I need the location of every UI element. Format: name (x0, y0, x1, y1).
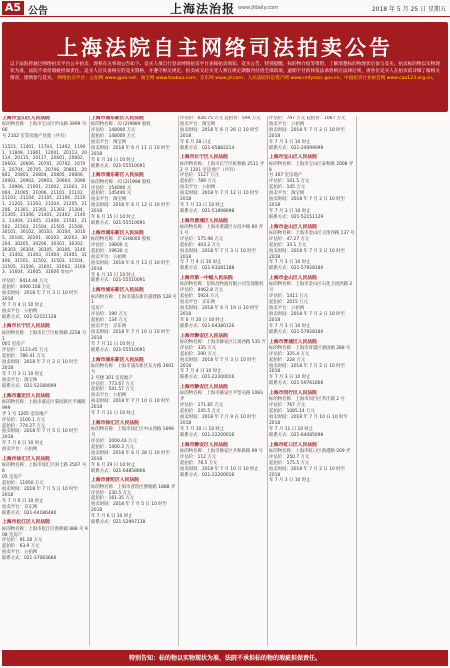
notice-line: 标的物名称：上海市浦东新区东方路 3601 号 (91, 363, 174, 375)
notice-line: 拍卖时间：2018 年 7 月 2 日 10 时至 2018 (269, 363, 346, 375)
notice-line: 联系方式：021-22200016 (180, 432, 235, 438)
notice-line: 起拍价：134 万元 (91, 318, 128, 324)
notice-line: 年 6 月 15 日 10 时止 (91, 272, 136, 278)
auction-notice (2, 394, 88, 453)
notice-line: 标的物名称：上海市黄浦区方浜中路 80 弄 1 号 (180, 225, 264, 236)
auction-listings (2, 116, 448, 646)
notice-line: 拍卖时间：2018 年 7 月 5 日 10 时至 2018 (2, 429, 79, 441)
website-url[interactable]: www.jfdaily.com (238, 5, 279, 11)
court-name: 上海市宝山区人民法院 (2, 116, 50, 121)
notice-line: 评估价：250.7 万元 (269, 454, 310, 460)
auction-notice (91, 421, 177, 474)
notice-line: 标的物名称：上海市宝山区泰和路 2008 弄 8 (269, 161, 354, 173)
court-name: 上海市浦东新区人民法院 (91, 288, 144, 294)
notice-line: 拍卖平台：公拍网 (269, 121, 305, 127)
auction-notice (269, 340, 355, 388)
notice-line: 拍卖时间：2018 年 7 月 5 日 10 时至 2018 (2, 486, 79, 498)
notice-line: 拍卖平台：淘宝网 (269, 191, 305, 197)
notice-line: 05 室房产 (2, 475, 23, 481)
notice-line: 起拍价：78.5 万元 (180, 460, 218, 466)
notice-line: 评估价：1106.1 万元 (2, 417, 46, 423)
notice-line: 标的物名称：闵 (2)9989 股权 (91, 122, 151, 128)
notice-line: 评估价：2000.43 万元 (91, 439, 137, 444)
notice-line: 拍卖时间：2018 年 6 月 28 日 10 时至 2018 (91, 450, 170, 462)
page-number: A5 (2, 1, 24, 15)
notice-line: 弄 1 号 1205 室房地产 (2, 411, 48, 417)
notice-line: 拍卖平台：淘宝网 (180, 121, 216, 127)
notice-line: 起拍价：19630 元 (91, 248, 129, 254)
notice-line: 起拍价：145440 元 (91, 191, 132, 197)
notice-line: 起拍价：1085.14 万元 (269, 409, 315, 415)
notice-line: 评估价：773.67 万元 (91, 381, 135, 387)
auction-notice (180, 443, 266, 479)
notice-line: 评估价：171.85 万元 (180, 403, 224, 409)
notice-line: 标的物名称：上海市嘉定区菊园新区平城路 999 (2, 399, 86, 411)
notice-line: 年 7 月 3 日 10 时止 (269, 260, 311, 266)
notice-line: 年 7 月 3 日 10 时止 (269, 139, 311, 145)
notice-line: 标的物名称：上海市长宁区虹桥路 2258 号 1 (2, 330, 87, 342)
notice-line: 标的物名称：信和昌物流有限公司全部股权 (180, 282, 264, 288)
auction-notice (269, 116, 355, 151)
notice-line: 联系方式：021-37083666 (2, 556, 57, 562)
masthead (0, 0, 450, 17)
notice-line: 标的物名称：沪 EH8000 股权 (91, 237, 151, 243)
notice-line: 起拍价：63.9 万元 (2, 544, 40, 550)
notice-line: 年 7 月 6 日 10 时止 (2, 441, 44, 447)
notice-line: 年 6 月 14 日 10 时止 (91, 157, 136, 163)
notice-line: 评估价：1127 万元 (180, 173, 219, 179)
auction-notice (2, 520, 88, 562)
notice-line: 年 7 月 3 日 10 时止 (269, 375, 311, 381)
notice-line: 联系方式：021-55510091 (91, 347, 146, 353)
notice-line: 拍卖时间：2018 年 7 月 10 日 10 时至 2018 (91, 330, 170, 341)
notice-line: 号 307 室房地产 (269, 173, 303, 179)
notice-line: 评估价：6414.44 万元 (2, 279, 48, 285)
auction-notice (269, 225, 355, 273)
notice-line: 评估价：1411 万元 (269, 294, 308, 300)
notice-line: 评估价：1123.45 万元 (2, 348, 48, 354)
notice-line: 001 室房产 (2, 342, 25, 348)
notice-line: 标的物名称：上海市松江区新桥镇 888 号 9 (2, 526, 88, 532)
notice-line: 标的物名称：上海市静安区共和新路 99 号 (180, 448, 264, 454)
notice-line: 评估价：148000 万元 (91, 128, 136, 134)
notice-line: 年 6 月 28 日止 (180, 139, 212, 145)
column-1 (2, 116, 88, 646)
page-title: 上海法院自主网络司法拍卖公告 (57, 35, 393, 60)
court-name: 上海市浦东新区人民法院 (91, 357, 144, 363)
court-name: 上海市静安区人民法院 (180, 333, 228, 339)
court-name: 上海市宝山区人民法院 (269, 155, 317, 161)
court-name: 上海市浦东新区人民法院 (91, 230, 144, 236)
notice-line: 评估价：325.4 万元 (269, 351, 310, 357)
notice-line: 标的物名称：上海市普陀区曹杨路 1888 弄 (91, 484, 176, 490)
notice-line: 拍卖平台：淘宝网 (91, 197, 127, 203)
newspaper-logo: 上海法治报 (170, 2, 236, 16)
notice-line: 拍卖时间：2018 年 7 月 2 日 10 时至 2018 (269, 197, 346, 208)
notice-line: 联系方式：021-64186480 (2, 510, 57, 516)
notice-line: 拍卖时间：2018 年 7 月 3 日 10 时至 2018 (180, 357, 257, 369)
auction-notice (91, 173, 177, 226)
lot-list: 11523、11401、11703、11402、11901、11848、11861、12001、20113、20114、20115、20117、20601、20602、20603、20606、20701、20702、20703、20704、20705、20706、20801、20802、20803、20804、20805、20806、20901、20902、20903、20904、20905、20906、21001、21002、21003、21004、21005、21006、21101、21102、21103、21104、21105、21106、21201、21202、21203、21204、21205、21206、21301、21302、21303、21304、21305、21306、21401、21402、21403、21404、21405、21406、21501、21502、21503、21504、21505、21506、30101、30102、30103、30104、30105、30106、30201、30202、30203、30204、30205、30206、30301、30302、30303、30304、30305、30306、31401、31402、31403、31404、31405、31406、31501、31502、31503、31504、31505、31506、31601、31602、31603、31604、31605、31606 等房产 (2, 143, 88, 275)
auction-notice (91, 478, 177, 526)
notice-line: 拍卖时间：2018 年 6 月 13 日 10 时至 2018 (91, 260, 170, 272)
court-name: 上海市闵行区人民法院 (269, 391, 317, 397)
notice-line: 年 7 月 3 日 10 时止 (269, 323, 311, 329)
notice-line: 联系方式：021-64380126 (180, 323, 235, 329)
notice-line: 标的物名称：上海市金山区石化卫清西路 2 号 (269, 282, 353, 294)
court-name: 上海市徐汇区人民法院 (2, 457, 50, 463)
notice-line: 年 7 月 3 日 10 时止 (269, 208, 311, 214)
notice-line: 标的物名称：闵 (2)1998 股权 (91, 179, 151, 185)
court-name: 上海市第一中级人民法院 (180, 276, 233, 282)
notice-line: 联系方式：021-63281188 (180, 266, 235, 272)
notice-line: 拍卖平台：淘宝网 (91, 139, 127, 145)
notice-line: 联系方式：021-64858666 (91, 468, 146, 474)
notice-line: 年 7 月 4 日 10 时止 (180, 369, 222, 375)
column-divider (356, 116, 357, 646)
notice-line: 起拍价：33.1 万元 (269, 242, 307, 248)
court-name: 上海市青浦区人民法院 (269, 339, 317, 345)
notice-line: 起拍价：789 万元 (180, 179, 217, 185)
notice-line: 标的物名称：上海市闵行区莘庄镇 2 号 (269, 397, 345, 403)
notice-line: 评估价：767 万元 (269, 403, 306, 409)
notice-line: 评估价：335 万元 (180, 345, 217, 351)
notice-line: 标的物名称：上海市宝山区庐山路 3999 号 66 (2, 122, 87, 134)
auction-notice (180, 116, 266, 151)
column-3 (180, 116, 266, 646)
notice-line: 拍卖平台：公拍网 (2, 308, 38, 314)
notice-line: 联系方式：021-55510091 (91, 163, 146, 169)
auction-notice (269, 155, 355, 220)
notice-line: 起拍价：245.5 万元 (180, 409, 221, 415)
footer-text: 特别告知：标的物以实物现状为准，法院不承担标的物的瑕疵担保责任。 (128, 655, 321, 662)
auction-notice (269, 443, 355, 485)
notice-line: 联系方式：021-52151129 (269, 214, 324, 220)
footer-notice (2, 650, 448, 666)
auction-notice (2, 144, 88, 275)
notice-line: 起拍价：290 万元 (180, 351, 217, 357)
notice-line: 评估价：112 万元 (180, 454, 217, 460)
notice-line: 2 号楼 301 室房地产 (91, 375, 133, 381)
notice-line: 标的物名称：上海市青浦区重固镇 288 号 (269, 345, 351, 351)
notice-line: 起拍价：161.35 万元 (91, 496, 135, 502)
notice-line: 拍卖平台：公拍网 (91, 393, 127, 399)
notice-line: 拍卖时间：2018 年 7 月 2 日 10 时至 2018 (269, 311, 346, 323)
notice-line: 拍卖平台：公拍网 (180, 185, 216, 191)
notice-line: 联系方式：021-64085098 (269, 432, 324, 438)
column-divider (89, 116, 90, 646)
notice-line: 年 6 月 29 日 10 时止 (91, 462, 136, 468)
auction-notice (91, 358, 177, 417)
notice-line: 拍卖时间：2018 年 7 月 2 日 10 时至 2018 (269, 248, 346, 260)
notice-line: 拍卖平台：京东网 (2, 504, 38, 510)
notice-line: 评估价：575.98 万元 (180, 236, 224, 242)
notice-line: 起拍价：175.5 万元 (269, 460, 310, 466)
notice-line: 年 7 月 11 日 10 时止 (91, 341, 136, 347)
column-4 (269, 116, 355, 646)
notice-line: 标的物名称：上海市浦东新区浦建路 128 号 1 (91, 294, 177, 306)
notice-line: 标的物名称：上海市金山区卫清西路 137 号 (269, 230, 355, 236)
notice-line: 拍卖时间：2018 年 7 月 10 日 10 时止 (180, 466, 259, 472)
notice-line: 起拍价：145 万元 (269, 185, 306, 191)
notice-line: 评估价：101.5 万元 (269, 179, 310, 185)
issue-date: 2018 年 5 月 25 日 星期五 (371, 6, 446, 13)
column-divider (267, 116, 268, 646)
notice-line: 起拍价：774.27 万元 (2, 423, 46, 429)
court-name: 上海市长宁区人民法院 (180, 155, 228, 161)
notice-line: 拍卖平台：公拍网 (269, 306, 305, 312)
notice-line: 标的物名称：上海市徐汇区中山西路 1699 号 (91, 427, 174, 439)
auction-notice (2, 116, 88, 140)
notice-line: 拍卖时间：2018 年 7 月 12 日 10 时至 2018 (180, 191, 259, 203)
platform-links: 网络拍卖平台：公拍网 www.gpai.net；淘宝网 www.taobao.com；京东网 www.jd.com；人民法院诉讼资产网 www.rmfysszc.gov.cn；中国拍卖行业协会网 www.caa123.org.cn。 (57, 75, 437, 81)
auction-notice (180, 276, 266, 329)
notice-line: 联系方式：021-24099099 (269, 145, 324, 151)
notice-line: 拍卖平台：公拍网 (91, 254, 127, 260)
notice-line: 评估价：47.27 万元 (269, 236, 310, 242)
notice-line: 拍卖平台：公拍网 (2, 550, 38, 556)
auction-notice (2, 279, 88, 320)
notice-line: 年 7 月 13 日 10 时止 (180, 202, 225, 208)
notice-line: 拍卖时间：2018 年 6 月 12 日 10 时至 2018 (91, 203, 170, 215)
notice-line: 年 7 月 3 日 10 时止 (2, 371, 44, 377)
court-name: 上海市长宁区人民法院 (2, 324, 50, 330)
auction-notice (180, 155, 266, 214)
court-name: 上海市徐汇区人民法院 (91, 420, 139, 426)
notice-line: 评估价：91.28 万元 (2, 538, 43, 544)
court-name: 上海市金山区人民法院 (269, 224, 317, 230)
court-name: 上海市普陀区人民法院 (91, 478, 139, 484)
auction-notice (180, 334, 266, 382)
auction-notice (180, 219, 266, 272)
notice-line: 年 6 月 15 日 10 时止 (91, 215, 136, 221)
notice-line: 拍卖时间：2018 年 6 月 11 日 10 时至 2018 (91, 145, 170, 157)
auction-notice (91, 231, 177, 284)
notice-line: 标的物名称：上海市静安区江场西路 535 弄 (180, 339, 266, 345)
court-name: 上海市松江区人民法院 (2, 520, 50, 526)
notice-line: 拍卖时间：2018 年 7 月 2 日 10 时至 2018 (2, 360, 79, 372)
notice-line: 联系方式：021-57928180 (269, 266, 324, 272)
notice-line: 拍卖时间：2018 年 7 月 3 日 10 时至 2018 (180, 248, 257, 260)
auction-notice (2, 324, 88, 389)
notice-line: 起拍价：148000 万元 (91, 134, 136, 140)
notice-line: 联系方式：021-57928180 (269, 329, 324, 335)
notice-line: 拍卖时间：2018 年 7 月 10 日 10 时至 2018 (269, 415, 348, 426)
auction-notice (91, 116, 177, 169)
court-name: 上海市静安区人民法院 (180, 442, 228, 448)
notice-line: 起拍价：2015 万元 (269, 300, 308, 306)
court-name: 上海市浦东新区人民法院 (91, 116, 144, 121)
auction-notice (269, 391, 355, 439)
notice-line: 标的物名称：上海市虹口区新港路 209 弄 (269, 448, 351, 454)
section-label: 公告 (28, 6, 48, 17)
notice-line: 联系方式：021-22200016 (180, 472, 235, 478)
court-name: 上海市静安区人民法院 (180, 385, 228, 391)
notice-line: 年 7 月 3 日 10 时止 (269, 478, 311, 484)
notice-line: 联系方式：021-65882214 (180, 145, 235, 151)
notice-line: 拍卖时间：2018 年 7 月 3 日 10 时至 2018 (2, 290, 79, 302)
notice-line: 标的物名称：上海市徐汇区斜土路 2567 号 6 (2, 463, 87, 475)
notice-line: 联系方式：021-22200016 (180, 375, 235, 381)
court-name: 上海市嘉定区人民法院 (2, 393, 50, 399)
court-name: 上海市虹口区人民法院 (269, 442, 317, 448)
notice-line: 评估价：230.5 万元 (91, 490, 132, 496)
notice-line: 拍卖平台：公拍网 (2, 447, 38, 453)
notice-line: 08 室房产 (2, 532, 23, 538)
notice-line: 联系方式：021-55510091 (91, 221, 146, 226)
auction-notice (91, 288, 177, 353)
notice-line: 拍卖平台：京东网 (180, 300, 216, 306)
notice-line: 起拍价：786.41 万元 (2, 354, 46, 360)
notice-line: 拍卖平台：京东网 (91, 324, 127, 330)
column-2 (91, 116, 177, 646)
notice-line: 起拍价：4490.108 万元 (2, 285, 51, 290)
notice-line: 评估价：154000 元 (91, 185, 132, 191)
notice-line: 年 6 月 20 日 10 时止 (180, 317, 225, 323)
notice-line: 起拍价：403.2 万元 (180, 242, 221, 248)
court-name: 上海市浦东新区人民法院 (91, 173, 144, 179)
notice-line: 起拍价：228 万元 (269, 357, 306, 363)
notice-line: 年 7 月 4 日 10 时止 (2, 302, 44, 308)
notice-line: 拍卖时间：2018 年 7 月 5 日 10 时至 2018 (91, 502, 168, 514)
notice-line: 评估价：626.75 万元 起拍价：594 万元 (180, 116, 261, 121)
notice-line: 2 号 1201 室房地产（共有） (180, 167, 238, 173)
notice-line: 标的物名称：上海市静安区平型关路 1083 弄 (180, 391, 263, 403)
notice-line: 拍卖时间：2018 年 7 月 10 日 10 时至 2018 (91, 399, 170, 411)
notice-line: 评估价：19800 元 (91, 243, 129, 249)
notice-line: 拍卖时间：2018 年 7 月 2 日 10 时至 2018 (269, 466, 346, 478)
notice-line: 年 7 月 4 日 10 时止 (180, 260, 222, 266)
notice-line: 起拍价：1400.3 万元 (91, 444, 135, 450)
notice-line: 联系方式：021-52997138 (91, 520, 146, 526)
notice-line: 年 7 月 6 日 10 时止 (91, 514, 133, 520)
notice-line: 起拍价：5924 万元 (180, 294, 219, 300)
notice-line: 评估价：747 万元 起拍价：1067 万元 (269, 116, 346, 121)
notice-line: 室房产 (91, 306, 105, 312)
notice-line: 联系方式：021-55510091 (91, 278, 146, 284)
auction-notice (269, 276, 355, 335)
notice-line: 年 7 月 11 日 10 时止 (269, 426, 314, 432)
notice-line: 标的物名称：上海市长宁区虹桥路 2511 弄 (180, 161, 265, 167)
intro-text (10, 62, 440, 83)
court-name: 上海市金山区人民法院 (269, 276, 317, 282)
column-divider (178, 116, 179, 646)
notice-line: 拍卖时间：2018 年 6 月 26 日 10 时至 2018 (180, 127, 259, 139)
column-5 (358, 116, 444, 646)
auction-notice (2, 457, 88, 516)
notice-line: 拍卖时间：2018 年 7 月 9 日 10 时至 2018 (180, 415, 257, 426)
auction-notice (180, 385, 266, 438)
notice-line: 联系方式：021-52151128 (2, 314, 57, 320)
intro-paragraph: 以下法院将通过网络拍卖平台公开拍卖，现将有关事项公告如下。竞买人须自行登录网络拍卖平台查阅拍卖须知、竞买公告、特别提醒、标的物介绍等资料，了解清楚标的物现状后参与竞买。拍卖标的物以实物现状为准，法院不承担瑕疵担保责任。竞买人应具备相应的竞买资格，并遵守相关规定。拍卖成交后买受人须在规定期限内付清全部款项，逾期不付的将依法承担相应法律后果，请各位竞买人在拍卖前详细了解相关情况，谨慎参与竞买。 (10, 62, 440, 81)
notice-line: 联系方式：021-59761666 (269, 381, 324, 387)
notice-line: 拍卖时间：2018 年 7 月 2 日 10 时至 2018 (269, 127, 346, 139)
notice-line: 起拍价：541.57 万元 (91, 387, 135, 393)
headline-banner (2, 22, 448, 112)
notice-line: 年 7 月 11 日 10 时止 (91, 411, 136, 417)
notice-line: 号 2102 室等房地产处置（共有） (2, 134, 69, 140)
notice-line: 联系方式：021-52180099 (2, 383, 57, 389)
notice-line: 评估价：8462.8 万元 (180, 288, 224, 294)
notice-line: 年 7 月 6 日 10 时止 (2, 498, 44, 504)
notice-line: 拍卖时间：2018 年 6 月 19 日 10 时至 2018 (180, 306, 259, 317)
court-name: 上海市黄浦区人民法院 (180, 218, 228, 224)
notice-line: 起拍价：11950 万元 (2, 480, 44, 486)
notice-line: 评估价：190 万元 (91, 312, 128, 318)
notice-line: 联系方式：021-51898098 (180, 208, 235, 214)
notice-line: 拍卖平台：淘宝网 (2, 377, 38, 383)
notice-line: 年 7 月 10 日 10 时止 (180, 426, 225, 432)
